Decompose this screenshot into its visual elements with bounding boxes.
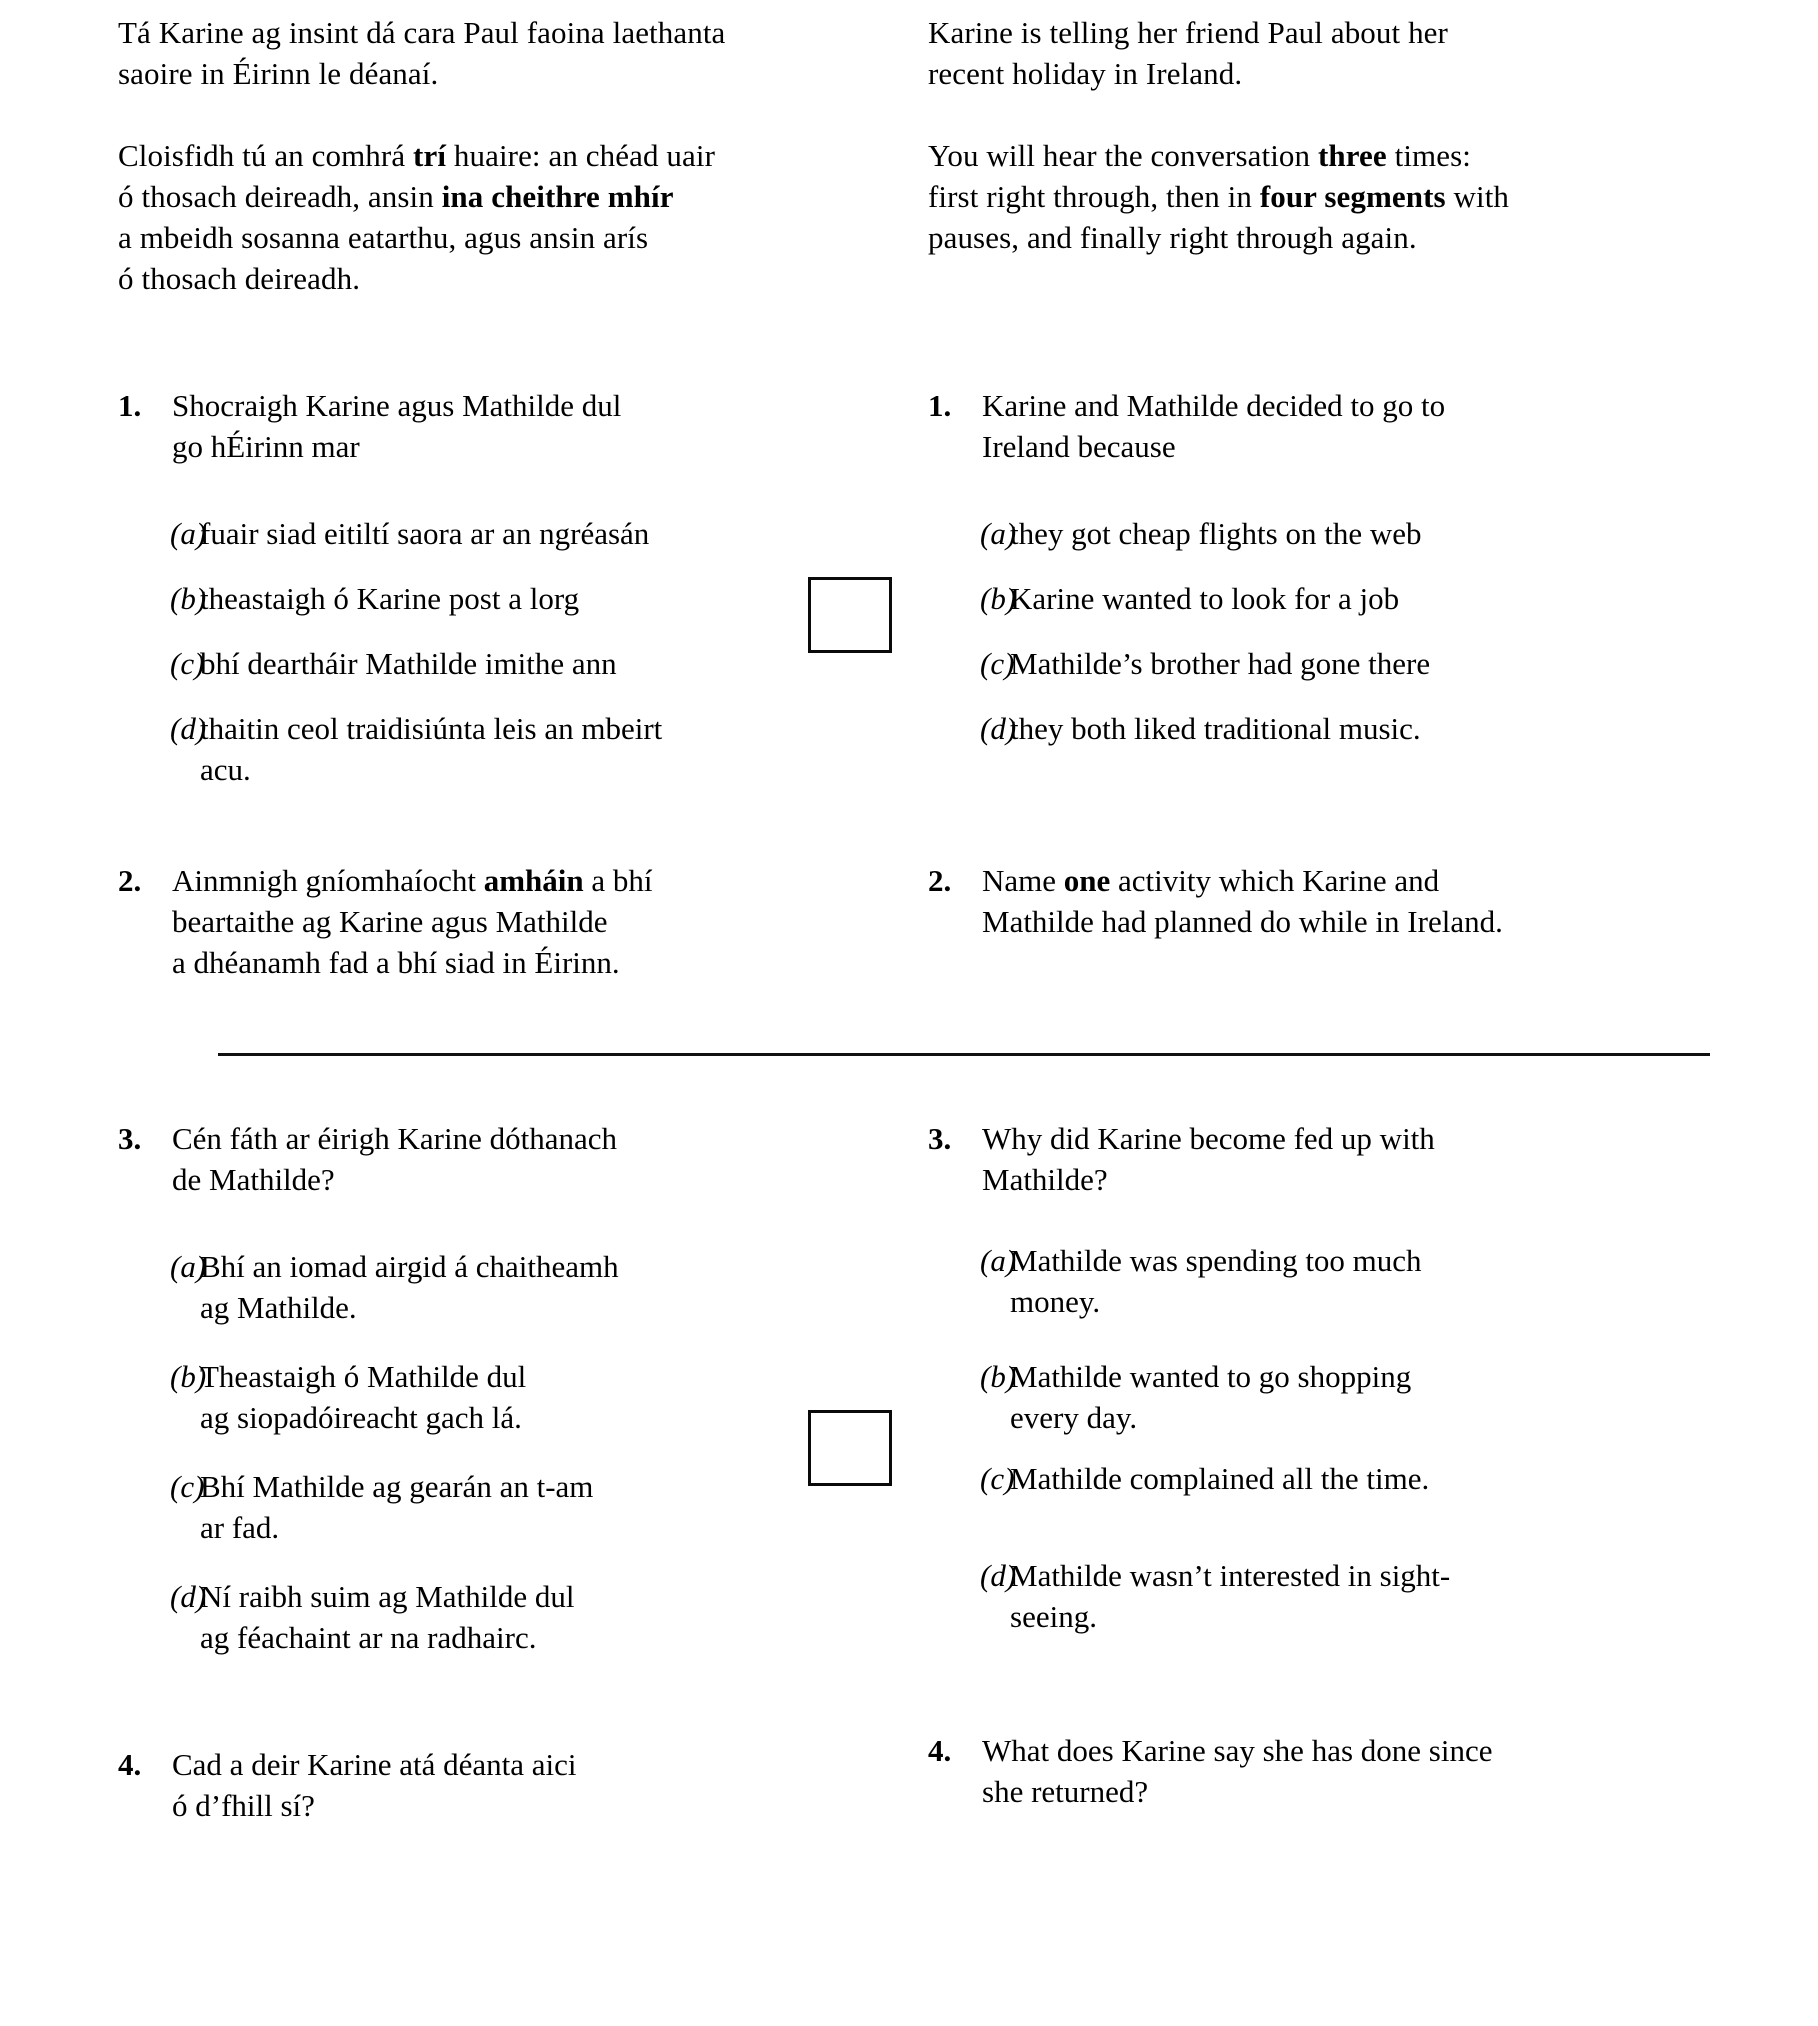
option-row[interactable] [118,1246,790,1328]
paragraph-gap [928,94,1818,135]
question-4-number: 4. [928,1733,952,1768]
option-row[interactable] [118,578,790,619]
question-3-irish [0,1118,790,1658]
intro-english-line-4 [928,176,1818,217]
stem-bold: amháin [483,863,584,898]
spacer [118,1548,790,1576]
stem-line: go hÉirinn mar [172,429,360,464]
spacer [118,1438,790,1466]
stem-line [982,860,1818,901]
question-4-english [928,1730,1818,1826]
option-text-a: fuair siad eitiltí saora ar an ngréasán [200,516,650,551]
option-label-d: (d) [170,711,207,746]
question-3-english [928,1118,1818,1658]
option-line: ar fad. [200,1510,280,1545]
question-3-stem-english [928,1118,1818,1200]
intro-english-line-2: recent holiday in Ireland. [928,56,1243,91]
question-1-irish [0,385,790,790]
option-row[interactable] [928,1555,1818,1637]
option-text-c [200,1466,790,1548]
intro-english-line-1: Karine is telling her friend Paul about her [928,15,1448,50]
question-1-number: 1. [928,388,952,423]
spacer [118,467,790,513]
intro-english-line-3-post: times: [1386,138,1471,173]
option-label-b: (b) [170,1359,207,1394]
intro-gutter [790,12,928,299]
stem-line: she returned? [982,1774,1149,1809]
question-4-irish [0,1744,790,1826]
option-row[interactable] [928,1356,1818,1438]
question-1-number: 1. [118,388,142,423]
option-line: Bhí Mathilde ag gearán an t-am [200,1469,594,1504]
intro-irish-line-4 [118,176,790,217]
spacer [0,299,1818,385]
stem-line: What does Karine say she has done since [982,1733,1493,1768]
intro-section [0,0,1818,299]
question-1-stem-english [928,385,1818,467]
question-3-stem-irish [118,1118,790,1200]
intro-irish-line-2: saoire in Éirinn le déanaí. [118,56,439,91]
spacer [118,684,790,708]
question-3-stem-text-irish [172,1118,790,1200]
question-1-stem-irish [118,385,790,467]
stem-pre: Ainmnigh gníomhaíocht [172,863,484,898]
spacer [118,1200,790,1246]
question-3-stem-text-english [982,1118,1818,1200]
option-text-c: Mathilde’s brother had gone there [1010,646,1431,681]
stem-line [172,860,790,901]
option-line: ag siopadóireacht gach lá. [200,1400,522,1435]
option-label-a: (a) [980,516,1017,551]
option-text-c: Mathilde complained all the time. [1010,1461,1430,1496]
option-label-d: (d) [170,1579,207,1614]
option-label-b: (b) [170,581,207,616]
stem-line: Shocraigh Karine agus Mathilde dul [172,388,622,423]
answer-box-question-1[interactable] [808,577,892,653]
option-line: Ní raibh suim ag Mathilde dul [200,1579,575,1614]
intro-english-line-4-post: with [1445,179,1510,214]
question-2-number: 2. [118,863,142,898]
question-3-number: 3. [928,1121,952,1156]
option-label-c: (c) [170,1469,205,1504]
question-4 [0,1733,1818,1826]
option-line: Mathilde wanted to go shopping [1010,1359,1412,1394]
option-line: thaitin ceol traidisiúnta leis an mbeirt [200,711,663,746]
option-row[interactable] [928,708,1818,749]
option-row[interactable] [118,1576,790,1658]
spacer [928,467,1818,513]
option-label-a: (a) [170,1249,207,1284]
paragraph-gap [118,94,790,135]
option-label-c: (c) [980,1461,1015,1496]
question-2-stem-text-irish [172,860,790,983]
question-2-number: 2. [928,863,952,898]
intro-irish-line-3-post: huaire: an chéad uair [446,138,716,173]
option-text-d: they both liked traditional music. [1010,711,1421,746]
option-text-c: bhí deartháir Mathilde imithe ann [200,646,617,681]
stem-pre: Name [982,863,1064,898]
option-line: Mathilde was spending too much [1010,1243,1422,1278]
option-label-b: (b) [980,1359,1017,1394]
stem-line: Mathilde? [982,1162,1108,1197]
option-text-a: they got cheap flights on the web [1010,516,1422,551]
spacer [928,1438,1818,1458]
question-4-stem-text-english [982,1730,1818,1812]
option-row[interactable] [928,643,1818,684]
option-row[interactable] [118,1356,790,1438]
spacer [928,1200,1818,1240]
option-text-a [1010,1240,1818,1322]
question-2 [0,860,1818,983]
intro-english-line-3 [928,135,1818,176]
stem-post: activity which Karine and [1110,863,1440,898]
question-2-irish [0,860,790,983]
option-row[interactable] [928,1240,1818,1322]
spacer [928,619,1818,643]
option-text-a [200,1246,790,1328]
question-4-stem-english [928,1730,1818,1812]
option-row[interactable] [928,578,1818,619]
option-label-a: (a) [980,1243,1017,1278]
spacer [118,554,790,578]
intro-irish-line-3 [118,135,790,176]
option-row[interactable] [118,513,790,554]
option-text-b: Karine wanted to look for a job [1010,581,1400,616]
stem-line: Mathilde had planned do while in Ireland. [982,904,1503,939]
intro-english [928,12,1818,299]
stem-line: Why did Karine become fed up with [982,1121,1435,1156]
question-2-stem-irish [118,860,790,983]
stem-line: Cén fáth ar éirigh Karine dóthanach [172,1121,618,1156]
stem-line: de Mathilde? [172,1162,335,1197]
option-line: seeing. [1010,1599,1097,1634]
option-label-a: (a) [170,516,207,551]
option-line: Bhí an iomad airgid á chaitheamh [200,1249,619,1284]
option-row[interactable] [118,708,790,790]
option-label-d: (d) [980,1558,1017,1593]
intro-irish-line-4-pre: ó thosach deireadh, ansin [118,179,442,214]
intro-irish-line-6: ó thosach deireadh. [118,261,361,296]
option-line: ag féachaint ar na radhairc. [200,1620,537,1655]
question-3-answer-gutter [790,1118,928,1658]
option-row[interactable] [928,513,1818,554]
intro-irish-line-4-bold: ina cheithre mhír [441,179,674,214]
stem-line: Cad a deir Karine atá déanta aici [172,1747,577,1782]
spacer [118,1328,790,1356]
stem-line: Ireland because [982,429,1176,464]
stem-post: a bhí [583,863,653,898]
question-2-gutter [790,860,928,983]
stem-bold: one [1063,863,1111,898]
option-text-d [1010,1555,1818,1637]
question-1-stem-text-english [982,385,1818,467]
question-1-answer-gutter [790,385,928,790]
spacer [928,1499,1818,1555]
option-label-d: (d) [980,711,1017,746]
question-1-stem-text-irish [172,385,790,467]
spacer [118,619,790,643]
question-2-stem-english [928,860,1818,942]
question-4-stem-irish [118,1744,790,1826]
option-line: Theastaigh ó Mathilde dul [200,1359,527,1394]
question-1 [0,385,1818,790]
intro-english-line-5: pauses, and finally right through again. [928,220,1417,255]
question-2-stem-text-english [982,860,1818,942]
option-text-b: theastaigh ó Karine post a lorg [200,581,580,616]
spacer [928,1322,1818,1356]
intro-english-line-4-bold: four segments [1259,179,1446,214]
option-text-b [1010,1356,1818,1438]
option-label-c: (c) [170,646,205,681]
intro-irish-line-5: a mbeidh sosanna eatarthu, agus ansin arís [118,220,649,255]
spacer [0,1056,1818,1118]
stem-line: ó d’fhill sí? [172,1788,315,1823]
option-label-b: (b) [980,581,1017,616]
option-row[interactable] [118,1466,790,1548]
question-4-number: 4. [118,1747,142,1782]
answer-box-question-3[interactable] [808,1410,892,1486]
stem-line: Karine and Mathilde decided to go to [982,388,1446,423]
intro-irish-line-1: Tá Karine ag insint dá cara Paul faoina laethanta [118,15,726,50]
question-2-english [928,860,1818,983]
question-3 [0,1118,1818,1658]
intro-english-line-4-pre: first right through, then in [928,179,1260,214]
question-1-english [928,385,1818,790]
option-line: ag Mathilde. [200,1290,357,1325]
intro-irish [0,12,790,299]
intro-irish-line-3-bold: trí [413,138,447,173]
option-line: every day. [1010,1400,1138,1435]
option-label-c: (c) [980,646,1015,681]
spacer [928,684,1818,708]
spacer [0,790,1818,860]
question-4-gutter [790,1744,928,1826]
option-text-b [200,1356,790,1438]
option-row[interactable] [118,643,790,684]
question-3-number: 3. [118,1121,142,1156]
option-text-d [200,1576,790,1658]
stem-line: beartaithe ag Karine agus Mathilde [172,904,608,939]
option-row[interactable] [928,1458,1818,1499]
spacer [928,554,1818,578]
option-line: acu. [200,752,251,787]
stem-line: a dhéanamh fad a bhí siad in Éirinn. [172,945,620,980]
option-line: Mathilde wasn’t interested in sight- [1010,1558,1451,1593]
intro-english-line-3-pre: You will hear the conversation [928,138,1318,173]
option-text-d [200,708,790,790]
intro-english-line-3-bold: three [1317,138,1387,173]
intro-irish-line-3-pre: Cloisfidh tú an comhrá [118,138,414,173]
spacer [0,983,1818,1053]
question-4-stem-text-irish [172,1744,790,1826]
option-line: money. [1010,1284,1101,1319]
